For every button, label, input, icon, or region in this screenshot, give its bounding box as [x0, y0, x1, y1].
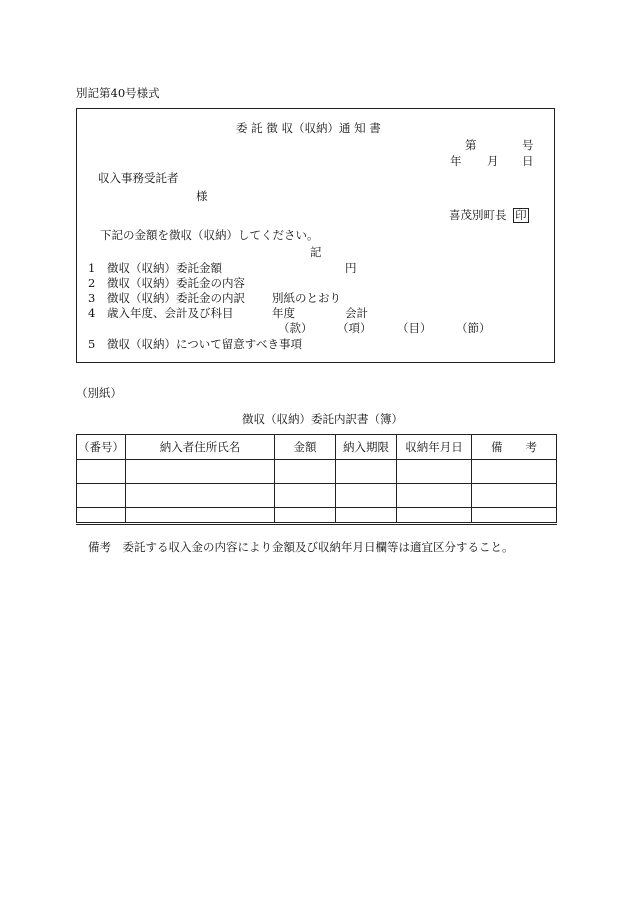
- table-row: [77, 484, 557, 508]
- notice-title: 委 託 徴 収（収納）通 知 書: [236, 121, 381, 135]
- table-header-row: [77, 435, 557, 460]
- item-number: 1: [88, 261, 96, 275]
- table-cell: [472, 460, 557, 484]
- table-cell: [77, 508, 126, 524]
- item-number: 3: [88, 291, 96, 305]
- table-cell: [397, 484, 472, 508]
- table-cell: [397, 460, 472, 484]
- ki-label: 記: [310, 245, 322, 259]
- item-value-account: 会計: [345, 306, 368, 320]
- table-cell: [77, 460, 126, 484]
- date-year: 年: [450, 154, 462, 168]
- table-row: [77, 508, 557, 524]
- table-cell: [336, 484, 397, 508]
- honorific: 様: [196, 189, 208, 203]
- item-number: 2: [88, 276, 96, 290]
- table-row: [77, 460, 557, 484]
- table-cell: [77, 484, 126, 508]
- table-cell: [275, 460, 336, 484]
- remark: 備考 委託する収入金の内容により金額及び収納年月日欄等は適宜区分すること。: [88, 540, 514, 554]
- column-header: 納入期限: [336, 435, 397, 460]
- table-cell: [472, 508, 557, 524]
- subject-kan: （款）: [278, 321, 313, 335]
- seal-box: 印: [515, 208, 527, 222]
- table-cell: [126, 460, 275, 484]
- table-cell: [126, 508, 275, 524]
- column-header: 納入者住所氏名: [126, 435, 275, 460]
- subject-kou: （項）: [337, 321, 372, 335]
- item-number: 5: [88, 337, 96, 351]
- item-label: 徴収（収納）について留意すべき事項: [107, 337, 303, 351]
- number-prefix: 第: [465, 138, 477, 152]
- item-value: 円: [345, 261, 357, 275]
- item-value-year: 年度: [272, 306, 295, 320]
- addressee: 収入事務受託者: [98, 171, 179, 185]
- item-number: 4: [88, 306, 96, 320]
- attachment-label: （別紙）: [76, 386, 122, 400]
- item-label: 徴収（収納）委託金の内訳: [107, 291, 245, 305]
- table-cell: [275, 484, 336, 508]
- table-cell: [275, 508, 336, 524]
- subject-setsu: （節）: [456, 321, 491, 335]
- date-day: 日: [522, 154, 534, 168]
- column-header: 収納年月日: [397, 435, 472, 460]
- column-header: 備 考: [472, 435, 557, 460]
- table-cell: [336, 460, 397, 484]
- table-cell: [126, 484, 275, 508]
- item-value: 別紙のとおり: [272, 291, 341, 305]
- issuer-name: 喜茂別町長: [449, 208, 507, 222]
- detail-title: 徴収（収納）委託内訳書（簿）: [242, 412, 403, 426]
- table-cell: [472, 484, 557, 508]
- column-header: （番号）: [77, 435, 126, 460]
- subject-moku: （目）: [397, 321, 432, 335]
- item-label: 徴収（収納）委託金の内容: [107, 276, 245, 290]
- form-label: 別記第40号様式: [76, 86, 160, 100]
- detail-table: [76, 434, 557, 525]
- issuer: [449, 208, 529, 223]
- number-suffix: 号: [522, 138, 534, 152]
- item-label: 歳入年度、会計及び科目: [107, 306, 234, 320]
- request-text: 下記の金額を徴収（収納）してください。: [100, 228, 319, 242]
- date-month: 月: [487, 154, 499, 168]
- table-cell: [336, 508, 397, 524]
- item-label: 徴収（収納）委託金額: [107, 261, 222, 275]
- column-header: 金額: [275, 435, 336, 460]
- table-cell: [397, 508, 472, 524]
